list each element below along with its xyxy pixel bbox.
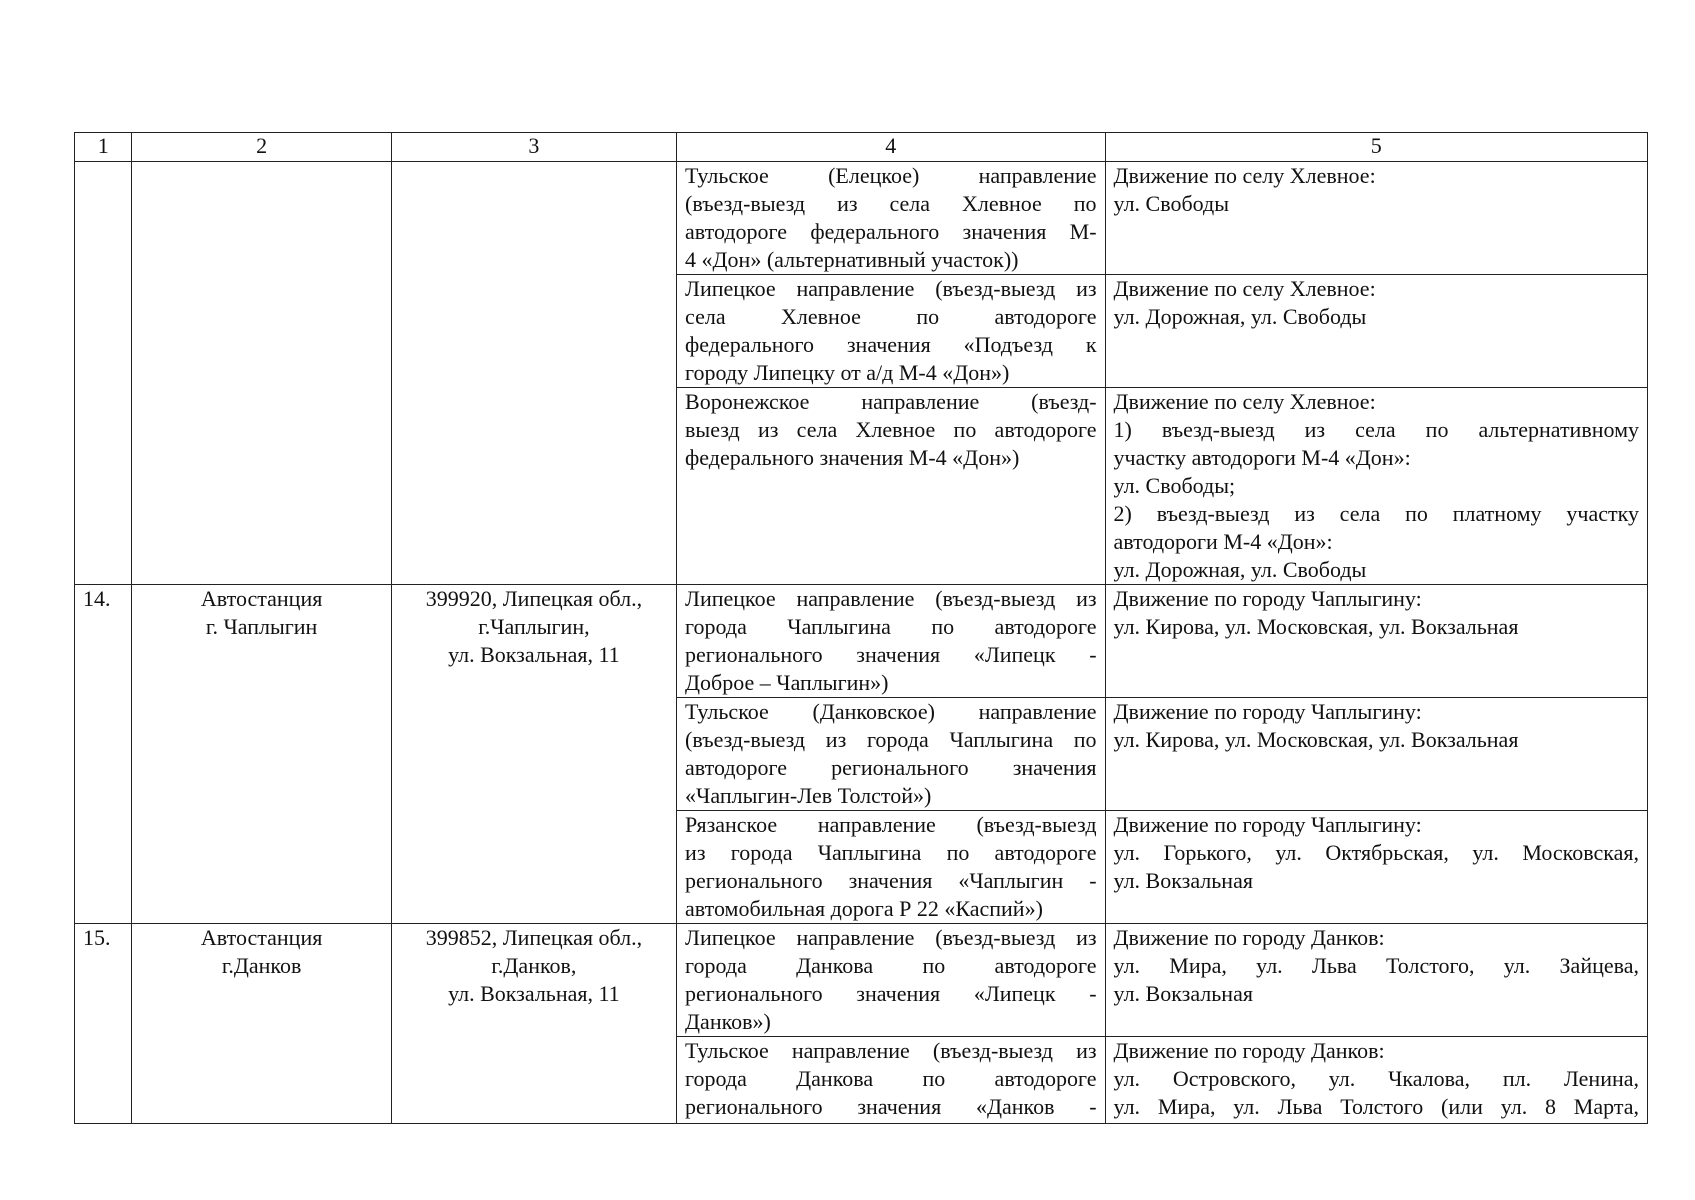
route-line: ул. Свободы;: [1113, 473, 1236, 498]
direction-line: «Чаплыгин-Лев Толстой»): [685, 783, 932, 808]
station-name-line: г.Данков: [221, 953, 302, 978]
direction-line: 4 «Дон» (альтернативный участок)): [685, 247, 1019, 272]
direction-line: города Данкова по автодороге: [685, 1066, 1097, 1091]
address-cell: [391, 162, 676, 585]
route-line: ул. Мира, ул. Льва Толстого, ул. Зайцева,: [1113, 953, 1639, 978]
direction-cell: [677, 924, 1106, 1037]
direction-line: Воронежское направление (въезд-: [685, 389, 1097, 414]
direction-line: автомобильная дорога Р 22 «Каспий»): [685, 896, 1043, 921]
route-cell: [1105, 275, 1647, 388]
station-name-line: г. Чаплыгин: [205, 614, 318, 639]
direction-cell: [677, 1037, 1106, 1124]
direction-cell: [677, 275, 1106, 388]
direction-line: городу Липецку от а/д М-4 «Дон»): [685, 360, 1010, 385]
route-line: Движение по селу Хлевное:: [1113, 276, 1376, 301]
direction-line: Липецкое направление (въезд-выезд из: [685, 925, 1097, 950]
route-line: 1) въезд-выезд из села по альтернативному: [1113, 417, 1639, 442]
direction-line: Доброе – Чаплыгин»): [685, 670, 889, 695]
route-line: ул. Кирова, ул. Московская, ул. Вокзальная: [1113, 614, 1519, 639]
direction-line: города Чаплыгина по автодороге: [685, 614, 1097, 639]
direction-line: выезд из села Хлевное по автодороге: [685, 417, 1097, 442]
table-row: [75, 585, 1648, 698]
route-line: ул. Мира, ул. Льва Толстого (или ул. 8 Марта,: [1113, 1094, 1639, 1119]
direction-line: регионального значения «Липецк -: [685, 642, 1097, 667]
route-line: Движение по городу Данков:: [1113, 1038, 1385, 1063]
route-line: 2) въезд-выезд из села по платному участку: [1113, 501, 1639, 526]
route-cell: [1105, 388, 1647, 585]
route-line: Движение по селу Хлевное:: [1113, 389, 1376, 414]
route-line: ул. Островского, ул. Чкалова, пл. Ленина,: [1113, 1066, 1639, 1091]
direction-line: Рязанское направление (въезд-выезд: [685, 812, 1097, 837]
direction-line: автодороге регионального значения: [685, 755, 1097, 780]
direction-line: регионального значения «Липецк -: [685, 981, 1097, 1006]
number-cell: 15.: [75, 924, 132, 1124]
number-cell: 14.: [75, 585, 132, 924]
direction-line: из города Чаплыгина по автодороге: [685, 840, 1097, 865]
route-cell: [1105, 924, 1647, 1037]
direction-line: города Данкова по автодороге: [685, 953, 1097, 978]
station-cell: [132, 162, 391, 585]
header-cell-2: 2: [132, 133, 391, 162]
address-line: г.Чаплыгин,: [478, 614, 590, 639]
address-line: ул. Вокзальная, 11: [448, 981, 620, 1006]
direction-line: Липецкое направление (въезд-выезд из: [685, 276, 1097, 301]
route-line: ул. Вокзальная: [1113, 868, 1253, 893]
direction-cell: [677, 388, 1106, 585]
route-line: ул. Кирова, ул. Московская, ул. Вокзальная: [1113, 727, 1519, 752]
route-cell: [1105, 162, 1647, 275]
header-cell-4: 4: [677, 133, 1106, 162]
station-name-line: Автостанция: [200, 925, 323, 950]
direction-line: Тульское направление (въезд-выезд из: [685, 1038, 1097, 1063]
direction-line: села Хлевное по автодороге: [685, 304, 1097, 329]
route-cell: [1105, 1037, 1647, 1124]
route-line: ул. Дорожная, ул. Свободы: [1113, 557, 1367, 582]
table-row: [75, 924, 1648, 1037]
address-cell: [391, 924, 676, 1124]
direction-line: (въезд-выезд из села Хлевное по: [685, 191, 1097, 216]
direction-line: регионального значения «Данков -: [685, 1094, 1097, 1119]
route-cell: [1105, 585, 1647, 698]
direction-cell: [677, 162, 1106, 275]
direction-line: федерального значения М-4 «Дон»): [685, 445, 1020, 470]
route-cell: [1105, 698, 1647, 811]
direction-line: Тульское (Елецкое) направление: [685, 163, 1097, 188]
routes-table: [74, 132, 1648, 1124]
station-name-line: Автостанция: [200, 586, 323, 611]
header-cell-3: 3: [391, 133, 676, 162]
address-line: ул. Вокзальная, 11: [448, 642, 620, 667]
route-line: Движение по селу Хлевное:: [1113, 163, 1376, 188]
route-line: Движение по городу Чаплыгину:: [1113, 699, 1422, 724]
direction-line: Данков»): [685, 1009, 771, 1034]
route-line: Движение по городу Чаплыгину:: [1113, 586, 1422, 611]
direction-line: автодороге федерального значения М-: [685, 219, 1097, 244]
table-row: [75, 162, 1648, 275]
direction-line: Липецкое направление (въезд-выезд из: [685, 586, 1097, 611]
address-cell: [391, 585, 676, 924]
address-line: 399920, Липецкая обл.,: [425, 586, 643, 611]
address-line: 399852, Липецкая обл.,: [425, 925, 643, 950]
direction-line: федерального значения «Подъезд к: [685, 332, 1097, 357]
direction-cell: [677, 585, 1106, 698]
direction-line: регионального значения «Чаплыгин -: [685, 868, 1097, 893]
route-line: Движение по городу Данков:: [1113, 925, 1385, 950]
address-line: г.Данков,: [491, 953, 577, 978]
direction-cell: [677, 811, 1106, 924]
direction-line: (въезд-выезд из города Чаплыгина по: [685, 727, 1097, 752]
header-cell-5: 5: [1105, 133, 1647, 162]
direction-line: Тульское (Данковское) направление: [685, 699, 1097, 724]
route-line: ул. Вокзальная: [1113, 981, 1253, 1006]
header-cell-1: 1: [75, 133, 132, 162]
route-line: ул. Свободы: [1113, 191, 1230, 216]
direction-cell: [677, 698, 1106, 811]
route-line: участку автодороги М-4 «Дон»:: [1113, 445, 1411, 470]
route-line: автодороги М-4 «Дон»:: [1113, 529, 1333, 554]
route-line: ул. Горького, ул. Октябрьская, ул. Московская,: [1113, 840, 1639, 865]
route-line: Движение по городу Чаплыгину:: [1113, 812, 1422, 837]
station-cell: [132, 585, 391, 924]
number-cell: [75, 162, 132, 585]
station-cell: [132, 924, 391, 1124]
route-cell: [1105, 811, 1647, 924]
header-row: [75, 133, 1648, 162]
route-line: ул. Дорожная, ул. Свободы: [1113, 304, 1367, 329]
